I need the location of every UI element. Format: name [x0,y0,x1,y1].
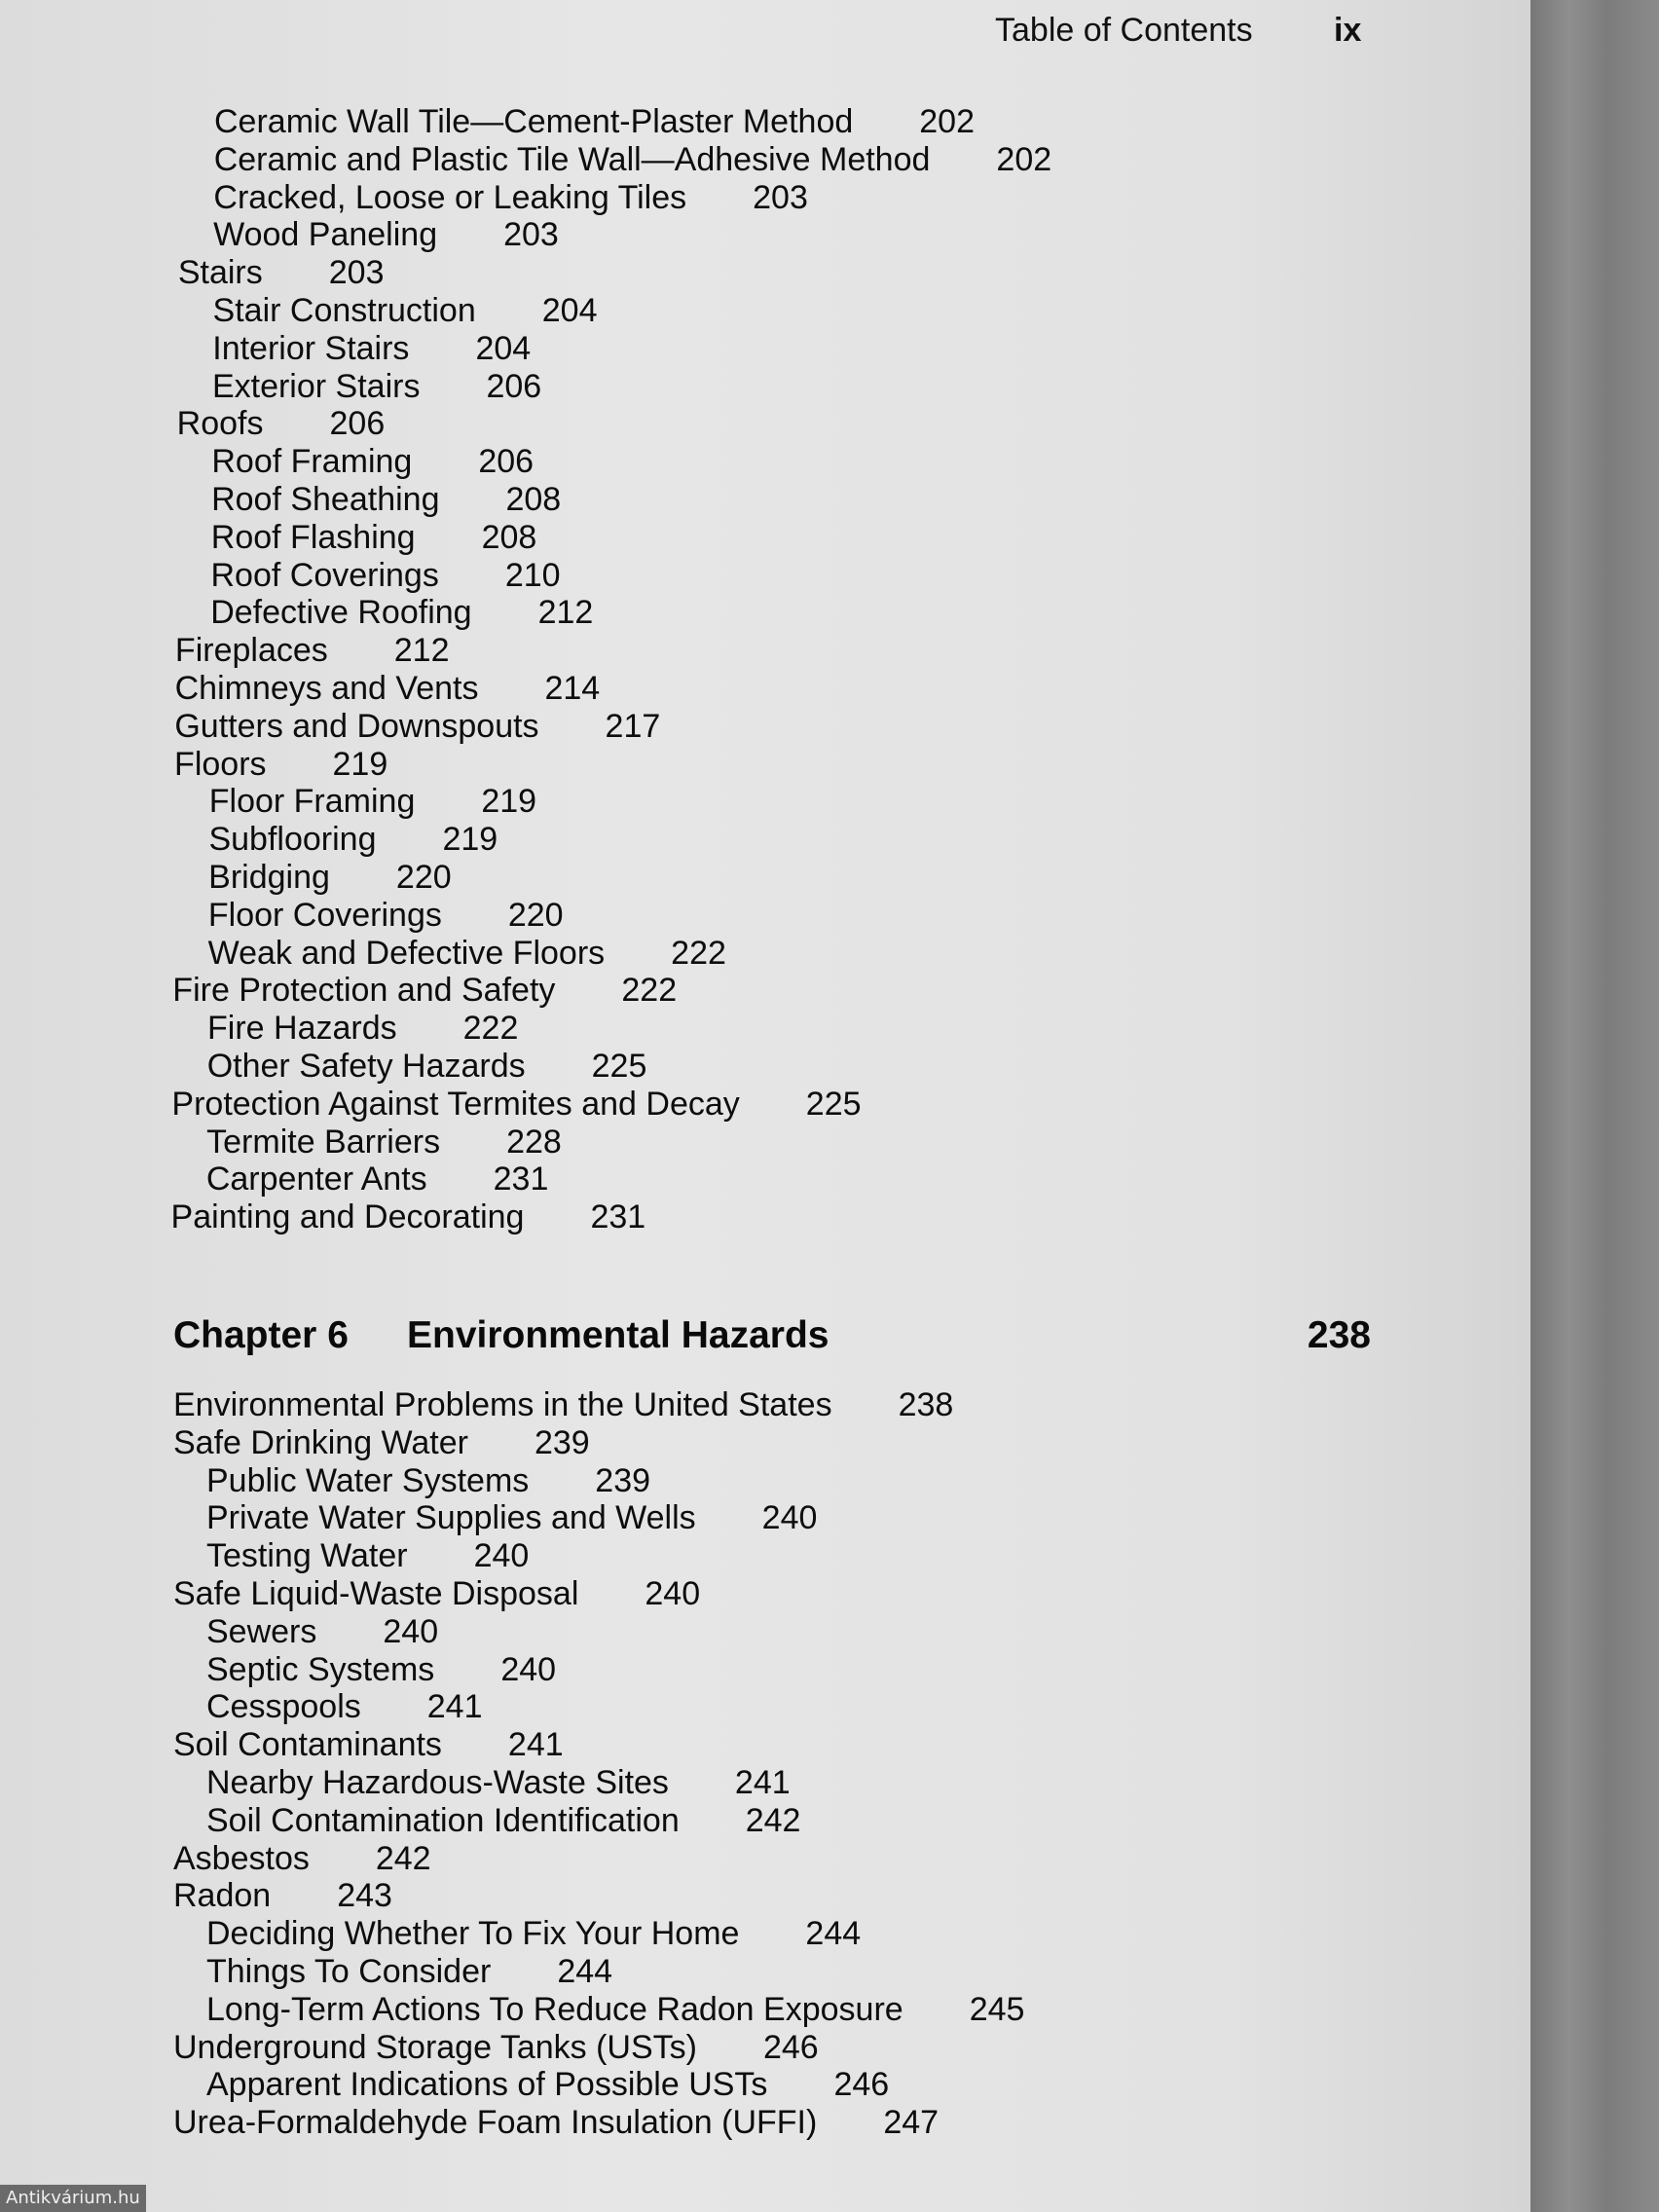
toc-entry-title: Stairs [177,254,263,292]
toc-entry-title: Defective Roofing [210,594,472,632]
toc-entry [206,1764,791,1801]
toc-entry [208,859,452,896]
toc-entry-title: Roof Flashing [210,518,416,556]
toc-entry-title: Safe Liquid-Waste Disposal [173,1575,579,1612]
toc-entry [173,1839,431,1877]
toc-entry-page: 242 [375,1839,431,1877]
chapter-number: Chapter 6 [173,1314,349,1356]
toc-entry [207,896,564,934]
toc-entry-title: Sewers [206,1612,317,1650]
toc-entry [206,1953,613,1990]
toc-entry-page: 239 [534,1423,590,1461]
toc-entry [170,1198,646,1236]
toc-entry-title: Roof Framing [211,443,413,481]
toc-entry [174,670,601,707]
toc-entry [206,1990,1025,2028]
toc-entry-page: 203 [328,254,385,292]
toc-entry-page: 204 [475,329,532,367]
toc-entry-page: 246 [833,2066,890,2104]
toc-entry-page: 225 [805,1085,862,1123]
toc-entry-title: Roof Coverings [210,556,439,594]
toc-entry-title: Safe Drinking Water [173,1423,468,1461]
toc-entry-page: 206 [486,367,542,405]
toc-entry [174,707,661,745]
page-edge-shadow [1530,0,1659,2212]
toc-entry-page: 241 [507,1726,564,1764]
toc-entry-page: 222 [462,1010,519,1048]
toc-entry-page: 240 [473,1537,530,1575]
toc-entry-title: Termite Barriers [206,1123,441,1161]
toc-entry [206,1461,651,1499]
toc-entry [208,821,498,859]
toc-entry [206,2066,890,2104]
toc-entry-title: Subflooring [208,821,377,859]
toc-entry-page: 220 [507,896,564,934]
toc-entry-title: Soil Contaminants [173,1726,442,1764]
toc-entry [174,745,388,783]
toc-entry-title: Ceramic Wall Tile—Cement-Plaster Method [214,103,854,140]
toc-entry [174,632,450,670]
toc-entry [173,1877,392,1915]
chapter-title: Environmental Hazards [407,1314,830,1356]
toc-entry-title: Floor Framing [208,783,416,821]
toc-entry-title: Wood Paneling [213,216,438,254]
toc-entry-title: Apparent Indications of Possible USTs [206,2066,768,2104]
toc-entry-page: 212 [393,632,450,670]
toc-entry [207,1010,519,1048]
toc-entry [207,934,726,972]
toc-entry-title: Chimneys and Vents [174,670,479,707]
header-page-number: ix [1334,12,1362,49]
toc-entry-page: 219 [442,821,498,859]
toc-entry-page: 244 [557,1953,613,1990]
toc-entry-page: 222 [671,934,726,972]
toc-entry-title: Nearby Hazardous-Waste Sites [206,1764,669,1801]
toc-entry-title: Cesspools [206,1688,361,1726]
toc-entry-title: Testing Water [206,1537,408,1575]
chapter-heading [173,1311,1371,1360]
toc-entry-page: 246 [762,2028,819,2066]
toc-entry-title: Roof Sheathing [211,481,440,518]
toc-entry [206,1915,862,1953]
toc-entry [206,1499,818,1537]
toc-entry [176,405,386,443]
toc-entry-page: 238 [898,1386,954,1423]
toc-entry-page: 245 [969,1990,1025,2028]
toc-entry-title: Private Water Supplies and Wells [206,1499,696,1537]
toc-entry-title: Floors [174,745,267,783]
toc-entry-page: 231 [590,1198,646,1236]
toc-entry [205,1161,549,1198]
toc-entry [171,1085,862,1123]
toc-entry [210,556,561,594]
watermark: Antikvárium.hu [0,2185,146,2212]
toc-entry-title: Radon [173,1877,272,1915]
toc-entry-title: Long-Term Actions To Reduce Radon Exposure [206,1990,903,2028]
toc-entry-title: Exterior Stairs [211,367,421,405]
toc-entry [173,2028,819,2066]
toc-entry-page: 212 [537,594,594,632]
toc-entry-page: 219 [481,783,537,821]
toc-entry-page: 240 [761,1499,818,1537]
toc-entry [173,1423,590,1461]
toc-entry [206,1123,562,1161]
toc-entry-title: Interior Stairs [212,329,410,367]
toc-entry-title: Other Safety Hazards [206,1048,526,1085]
chapter-page: 238 [1307,1314,1371,1356]
toc-entry [213,140,1052,178]
toc-entry-page: 242 [745,1801,801,1839]
toc-entry-title: Underground Storage Tanks (USTs) [173,2028,697,2066]
toc-entry-page: 240 [645,1575,701,1612]
toc-entry-page: 210 [504,556,561,594]
toc-entry-page: 244 [805,1915,862,1953]
toc-entry-page: 225 [591,1048,647,1085]
toc-entry-title: Stair Construction [212,292,476,329]
toc-entry [206,1537,530,1575]
toc-entry [211,481,562,518]
toc-entry [206,1650,557,1688]
toc-entry [208,783,537,821]
toc-entry-page: 202 [919,103,975,140]
toc-entry-title: Environmental Problems in the United States [173,1386,832,1423]
toc-entry-title: Ceramic and Plastic Tile Wall—Adhesive Method [213,140,931,178]
toc-entry-page: 240 [500,1650,557,1688]
toc-entry-page: 231 [493,1161,549,1198]
toc-entry-title: Roofs [176,405,264,443]
toc-entry-title: Painting and Decorating [170,1198,525,1236]
toc-entry [213,216,559,254]
toc-entry-page: 247 [883,2104,940,2142]
toc-entry-page: 203 [753,178,808,216]
toc-entry-title: Deciding Whether To Fix Your Home [206,1915,740,1953]
toc-entry [206,1048,647,1085]
toc-entry [211,443,535,481]
toc-entry-title: Asbestos [173,1839,310,1877]
toc-entry-page: 214 [544,670,601,707]
toc-entry-title: Floor Coverings [207,896,442,934]
toc-entry-title: Cracked, Loose or Leaking Tiles [213,178,687,216]
toc-entry-title: Fireplaces [174,632,328,670]
toc-entry [214,103,975,140]
toc-entry-title: Protection Against Termites and Decay [171,1085,740,1123]
toc-entry-page: 241 [734,1764,791,1801]
toc-entry-title: Public Water Systems [206,1461,530,1499]
header-title: Table of Contents [995,12,1253,49]
toc-entry-page: 206 [478,443,535,481]
toc-entry-title: Fire Hazards [207,1010,397,1048]
toc-entry-title: Things To Consider [206,1953,492,1990]
toc-entry [172,972,678,1010]
running-header [995,12,1365,50]
toc-entry [206,1612,439,1650]
toc-entry-title: Soil Contamination Identification [206,1801,680,1839]
toc-entry-title: Weak and Defective Floors [207,934,606,972]
toc-entry [212,292,598,329]
toc-entry [173,2104,940,2142]
toc-entry [206,1688,483,1726]
toc-entry-page: 219 [332,745,388,783]
toc-entry-title: Septic Systems [206,1650,435,1688]
toc-entry [210,594,594,632]
toc-entry-page: 222 [621,972,678,1010]
toc-entry [173,1575,701,1612]
toc-entry-page: 204 [541,292,598,329]
toc-entry-page: 240 [383,1612,439,1650]
toc-entry-page: 217 [605,707,661,745]
toc-entry [177,254,385,292]
toc-entry-page: 206 [329,405,386,443]
toc-entry-title: Fire Protection and Safety [172,972,556,1010]
toc-entry-page: 228 [506,1123,562,1161]
toc-entry [173,1726,564,1764]
toc-entry [210,518,537,556]
toc-entry-page: 243 [337,1877,392,1915]
toc-entry [173,1386,954,1423]
toc-entry-page: 241 [426,1688,483,1726]
toc-entry-page: 239 [595,1461,651,1499]
toc-entry-page: 202 [996,140,1052,178]
toc-entry-title: Bridging [208,859,330,896]
toc-entry-page: 203 [503,216,559,254]
toc-entry-title: Gutters and Downspouts [174,707,539,745]
toc-entry [211,367,542,405]
toc-entry-page: 220 [395,859,452,896]
toc-entry-page: 208 [505,481,562,518]
toc-entry [206,1801,801,1839]
toc-entry-title: Carpenter Ants [205,1161,427,1198]
toc-entry-title: Urea-Formaldehyde Foam Insulation (UFFI) [173,2104,818,2142]
toc-entry-page: 208 [481,518,537,556]
toc-entry [213,178,808,216]
toc-entry [212,329,532,367]
